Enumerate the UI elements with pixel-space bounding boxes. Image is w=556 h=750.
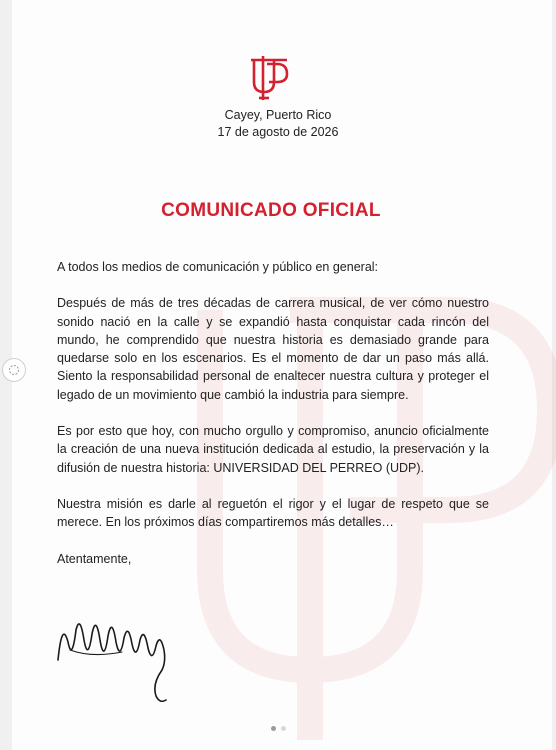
letter-title: COMUNICADO OFICIAL bbox=[161, 200, 381, 221]
carousel-dot[interactable] bbox=[271, 726, 276, 731]
story-navigation-icon bbox=[8, 364, 20, 376]
carousel-dots bbox=[0, 726, 556, 731]
paragraph-2: Es por esto que hoy, con mucho orgullo y compromiso, anuncio oficialmente la creación de una nueva institución dedicada al estudio, la preservación y la difusión de nuestra historia: UNIVERSIDAD DEL PERREO (UDP). bbox=[57, 424, 489, 475]
paragraph-1: Después de más de tres décadas de carrera musical, de ver cómo nuestro sonido nació en la calle y se expandió hasta conquistar cada rincón del mundo, he comprendido que nuestra historia es demasiado grande para quedarse solo en los escenarios. Es el momento de dar un paso más allá. Siento la responsabilidad personal de enaltecer nuestra cultura y proteger el legado de un movimiento que cambió la industria para siempre. bbox=[57, 296, 489, 402]
udp-logo-icon bbox=[243, 52, 295, 102]
location-text: Cayey, Puerto Rico bbox=[224, 108, 332, 122]
closing-text: Atentamente, bbox=[57, 551, 132, 566]
paragraph-3: Nuestra misión es darle al reguetón el rigor y el lugar de respeto que se merece. En los próximos días compartiremos más detalles… bbox=[57, 496, 489, 530]
letter-header bbox=[0, 107, 556, 141]
story-previous-button[interactable] bbox=[2, 358, 26, 382]
date-text: 17 de agosto de 2026 bbox=[217, 125, 339, 139]
greeting-text: A todos los medios de comunicación y público en general: bbox=[57, 260, 379, 274]
letter-body bbox=[57, 258, 489, 568]
handwritten-signature-icon bbox=[52, 600, 182, 710]
carousel-dot[interactable] bbox=[281, 726, 286, 731]
